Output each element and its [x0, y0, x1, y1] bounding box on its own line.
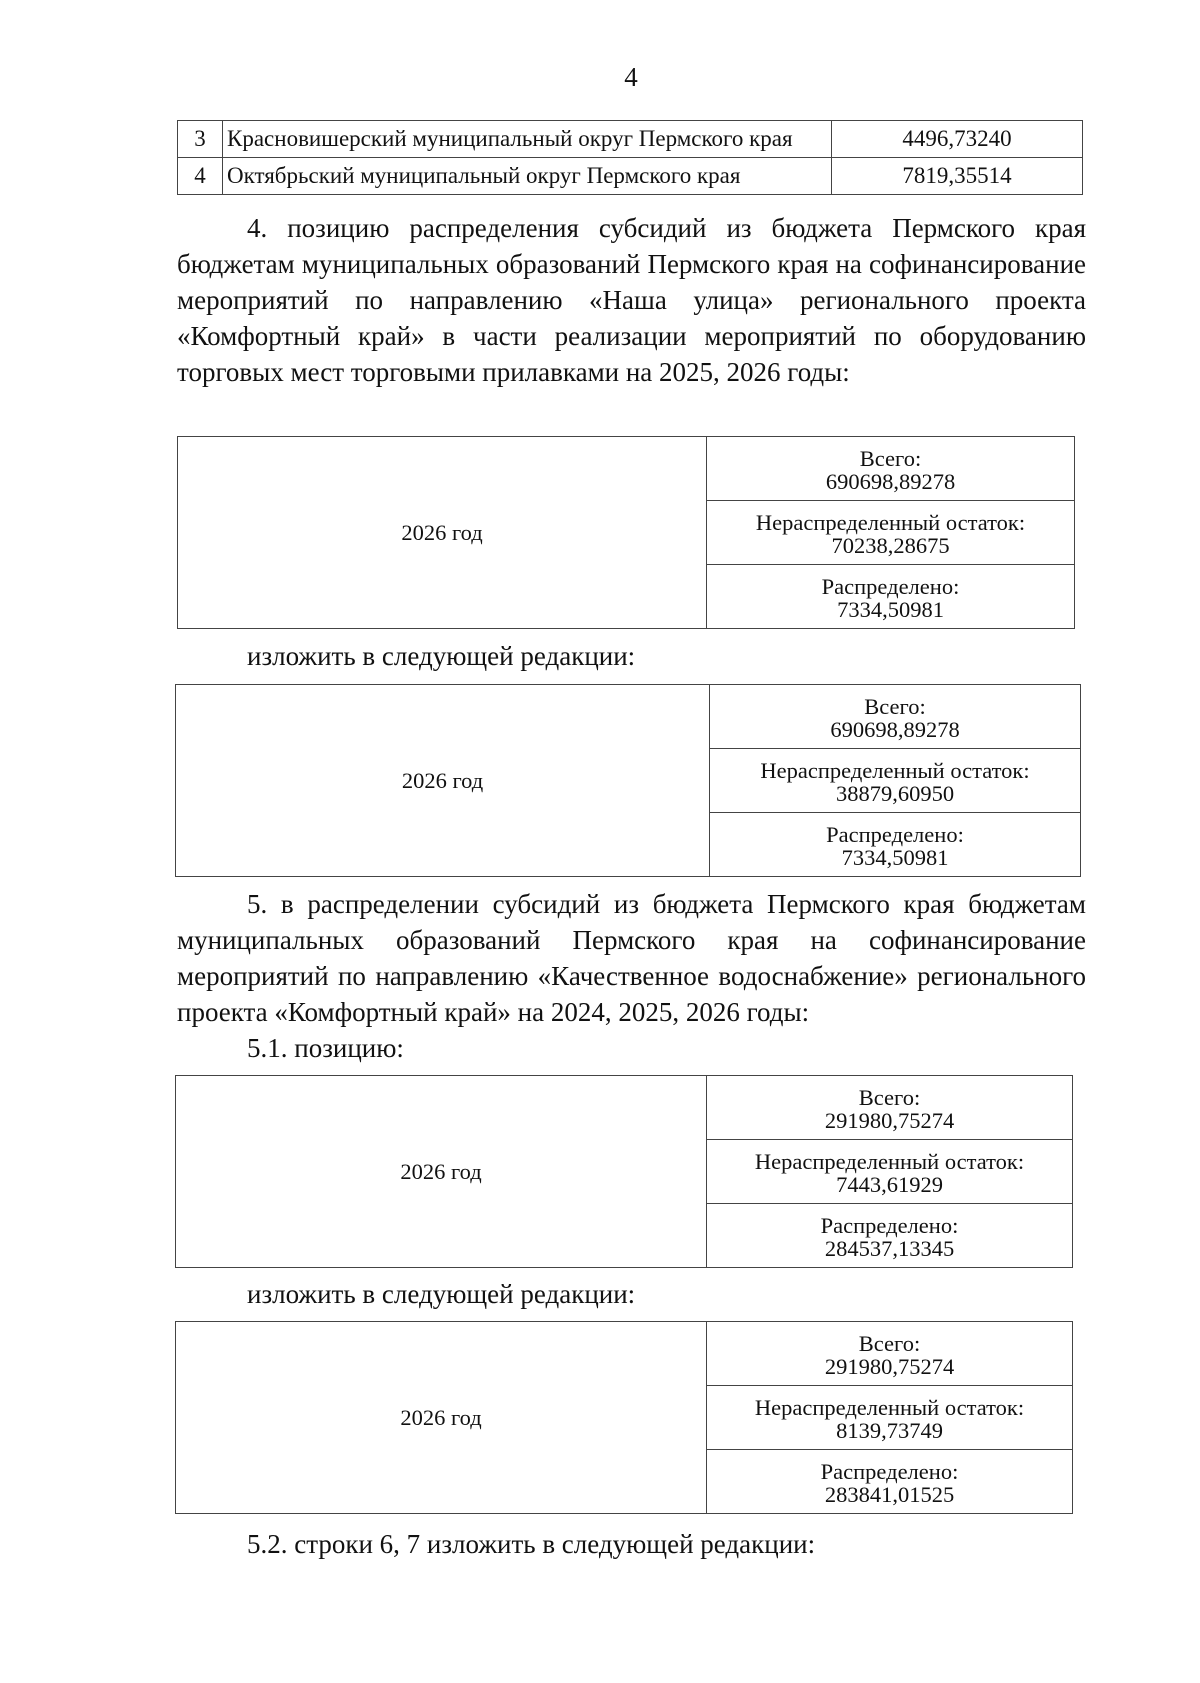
remainder-cell: [707, 501, 1075, 565]
total-label: Всего:: [859, 445, 922, 471]
total-value: 291980,75274: [824, 1353, 955, 1379]
total-cell: [707, 1322, 1073, 1386]
redaction-text-2: изложить в следующей редакции:: [247, 1279, 636, 1309]
page-number: 4: [624, 62, 638, 92]
distributed-cell: [710, 813, 1081, 877]
position-table-new-5-1: [175, 1321, 1073, 1514]
distributed-cell: [707, 565, 1075, 629]
distributed-value: 284537,13345: [824, 1235, 955, 1261]
subsidy-amount: 7819,35514: [832, 158, 1083, 195]
municipality-name: Красновишерский муниципальный округ Пермского края: [223, 121, 832, 158]
paragraph-5-1: 5.1. позицию:: [247, 1033, 404, 1063]
position-table-old-4: [177, 436, 1075, 629]
position-table-old-5-1: [175, 1075, 1073, 1268]
total-value: 291980,75274: [824, 1107, 955, 1133]
remainder-label: Нераспределенный остаток:: [760, 757, 1030, 783]
distributed-cell: [707, 1450, 1073, 1514]
table-row: [178, 158, 1083, 195]
remainder-cell: [707, 1386, 1073, 1450]
total-cell: [710, 685, 1081, 749]
remainder-cell: [710, 749, 1081, 813]
paragraph-4: 4. позицию распределения субсидий из бюджета Пермского края бюджетам муниципальных образований Пермского края на софинансирование мероприятий по направлению «Наша улица» регионального проекта «Комфортный край» в части реализации мероприятий по оборудованию торговых мест торговыми прилавками на 2025, 2026 годы:: [177, 213, 1086, 387]
total-label: Всего:: [858, 1084, 921, 1110]
distributed-value: 7334,50981: [837, 596, 944, 622]
remainder-value: 70238,28675: [831, 532, 950, 558]
distributed-label: Распределено:: [826, 821, 964, 847]
year-cell: 2026 год: [176, 1322, 707, 1514]
remainder-label: Нераспределенный остаток:: [754, 1148, 1025, 1174]
subsidy-amount: 4496,73240: [832, 121, 1083, 158]
distributed-label: Распределено:: [821, 573, 960, 599]
distributed-label: Распределено:: [820, 1458, 959, 1484]
total-label: Всего:: [864, 693, 926, 719]
total-value: 690698,89278: [830, 716, 960, 742]
total-cell: [707, 437, 1075, 501]
distributed-value: 283841,01525: [824, 1481, 955, 1507]
year-cell: 2026 год: [178, 437, 707, 629]
year-cell: 2026 год: [176, 685, 710, 877]
position-table-new-4: [175, 684, 1081, 877]
remainder-value: 7443,61929: [836, 1171, 943, 1197]
total-label: Всего:: [858, 1330, 921, 1356]
distributed-cell: [707, 1204, 1073, 1268]
paragraph-5-2: 5.2. строки 6, 7 изложить в следующей редакции:: [247, 1529, 816, 1559]
table-row: [178, 121, 1083, 158]
distributed-value: 7334,50981: [841, 844, 949, 870]
municipality-name: Октябрьский муниципальный округ Пермского края: [223, 158, 832, 195]
remainder-label: Нераспределенный остаток:: [755, 509, 1026, 535]
total-cell: [707, 1076, 1073, 1140]
row-number: 3: [178, 121, 223, 158]
remainder-value: 8139,73749: [836, 1417, 943, 1443]
redaction-text-1: изложить в следующей редакции:: [247, 641, 636, 671]
remainder-cell: [707, 1140, 1073, 1204]
row-number: 4: [178, 158, 223, 195]
year-cell: 2026 год: [176, 1076, 707, 1268]
remainder-label: Нераспределенный остаток:: [754, 1394, 1025, 1420]
distributed-label: Распределено:: [820, 1212, 959, 1238]
total-value: 690698,89278: [825, 468, 956, 494]
paragraph-5: 5. в распределении субсидий из бюджета Пермского края бюджетам муниципальных образований Пермского края на софинансирование мероприятий по направлению «Качественное водоснабжение» регионального проекта «Комфортный край» на 2024, 2025, 2026 годы:: [177, 889, 1086, 1027]
municipal-list-table: [177, 120, 1083, 195]
remainder-value: 38879,60950: [835, 780, 955, 806]
